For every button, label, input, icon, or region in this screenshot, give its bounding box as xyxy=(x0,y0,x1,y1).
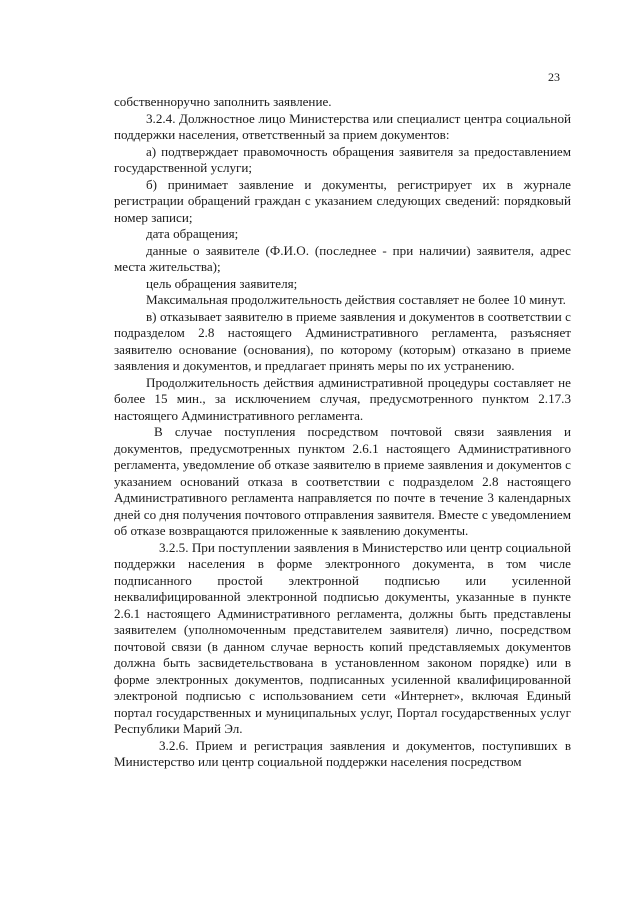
paragraph: дата обращения; xyxy=(146,226,239,241)
paragraph: Продолжительность действия административной процедуры составляет не более 15 мин., за исключением случая, предусмотренного пунктом 2.17.3 настоящего Административного регламента. xyxy=(114,374,571,423)
paragraph: а) подтверждает правомочность обращения заявителя за предоставлением государственной услуги; xyxy=(114,143,571,175)
paragraph: 3.2.5. При поступлении заявления в Министерство или центр социальной поддержки населения в форме электронного документа, в том числе подписанного простой электронной подписью или усиленной неквалифицированной электронной подписью документы, указанные в пункте 2.6.1 настоящего Административного регламента, должны быть представлены заявителем (уполномоченным представителем заявителя) лично, посредством почтовой связи (в данном случае верность копий представляемых документов должна быть засвидетельствована в установленном законом порядке) или в форме электронных документов, подписанных усиленной квалифицированной электроной подписью с использованием сети «Интернет», включая Единый портал государственных и муниципальных услуг, Портал государственных услуг Республики Марий Эл. xyxy=(114,539,571,736)
page-number: 23 xyxy=(548,70,560,84)
document-body xyxy=(114,94,571,771)
paragraph: В случае поступления посредством почтовой связи заявления и документов, предусмотренных пунктом 2.6.1 настоящего Административного регламента, уведомление об отказе заявителю в приеме заявления и документов с указанием оснований отказа в соответствии с подразделом 2.8 настоящего Административного регламента направляется по почте в течение 3 календарных дней со дня получения почтового отправления заявителя. Вместе с уведомлением об отказе возвращаются приложенные к заявлению документы. xyxy=(114,424,571,538)
paragraph: цель обращения заявителя; xyxy=(146,275,298,291)
paragraph: 3.2.6. Прием и регистрация заявления и документов, поступивших в Министерство или центр социальной поддержки населения посредством xyxy=(114,737,571,769)
paragraph: б) принимает заявление и документы, регистрирует их в журнале регистрации обращений граждан с указанием следующих сведений: порядковый номер записи; xyxy=(114,176,571,225)
paragraph: 3.2.4. Должностное лицо Министерства или специалист центра социальной поддержки населения, ответственный за прием документов: xyxy=(114,110,571,142)
paragraph: в) отказывает заявителю в приеме заявления и документов в соответствии с подразделом 2.8 настоящего Административного регламента, разъясняет заявителю основание (основания), по которому (которым) отказано в приеме заявления и документов, и предлагает принять меры по их устранению. xyxy=(114,308,571,373)
paragraph: данные о заявителе (Ф.И.О. (последнее - при наличии) заявителя, адрес места жительства); xyxy=(114,242,571,274)
paragraph: Максимальная продолжительность действия составляет не более 10 минут. xyxy=(146,292,566,307)
paragraph: собственноручно заполнить заявление. xyxy=(114,94,332,109)
